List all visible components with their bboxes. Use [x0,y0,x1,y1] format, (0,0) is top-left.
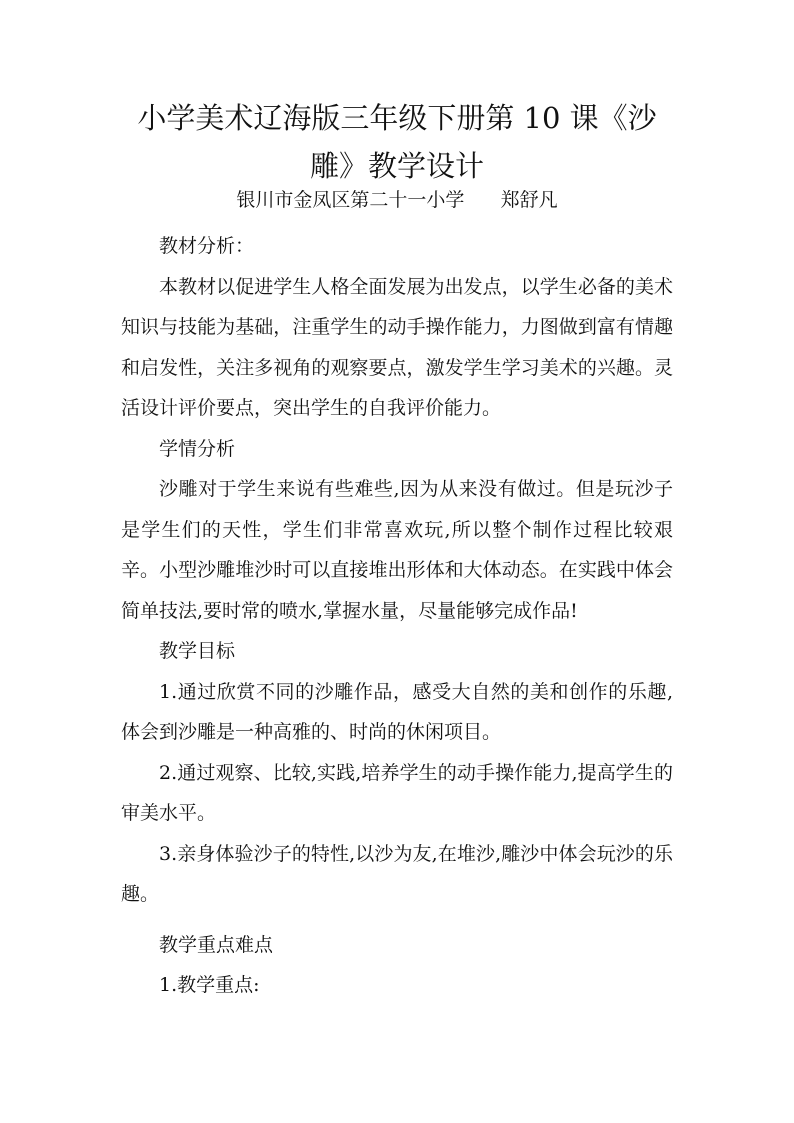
document-body [121,226,673,1006]
goal-item-1: 1.通过欣赏不同的沙雕作品，感受大自然的美和创作的乐趣,体会到沙雕是一种高雅的、时尚的休闲项目。 [121,680,673,743]
section-heading-textbook-analysis: 教材分析： [159,235,255,257]
section-heading-teaching-goals: 教学目标 [159,640,236,662]
key-point-item-1: 1.教学重点: [159,974,260,996]
section-heading-key-points: 教学重点难点 [159,933,274,956]
section-heading-student-analysis: 学情分析 [159,437,236,460]
goal-item-2: 2.通过观察、比较,实践,培养学生的动手操作能力,提高学生的审美水平。 [121,761,673,824]
paragraph-student-analysis: 沙雕对于学生来说有些难些,因为从来没有做过。但是玩沙子是学生们的天性，学生们非常喜欢玩,所以整个制作过程比较艰辛。小型沙雕堆沙时可以直接堆出形体和大体动态。在实践中体会简单技法,要时常的喷水,掌握水量，尽量能够完成作品! [121,478,673,622]
author-byline: 银川市金凤区第二十一小学 郑舒凡 [236,189,558,211]
document-title: 小学美术辽海版三年级下册第 10 课《沙雕》教学设计 [137,101,657,183]
paragraph-textbook-analysis: 本教材以促进学生人格全面发展为出发点，以学生必备的美术知识与技能为基础，注重学生的动手操作能力，力图做到富有情趣和启发性，关注多视角的观察要点，激发学生学习美术的兴趣。灵活设计评价要点，突出学生的自我评价能力。 [121,275,673,419]
goal-item-3: 3.亲身体验沙子的特性,以沙为友,在堆沙,雕沙中体会玩沙的乐趣。 [121,842,673,905]
